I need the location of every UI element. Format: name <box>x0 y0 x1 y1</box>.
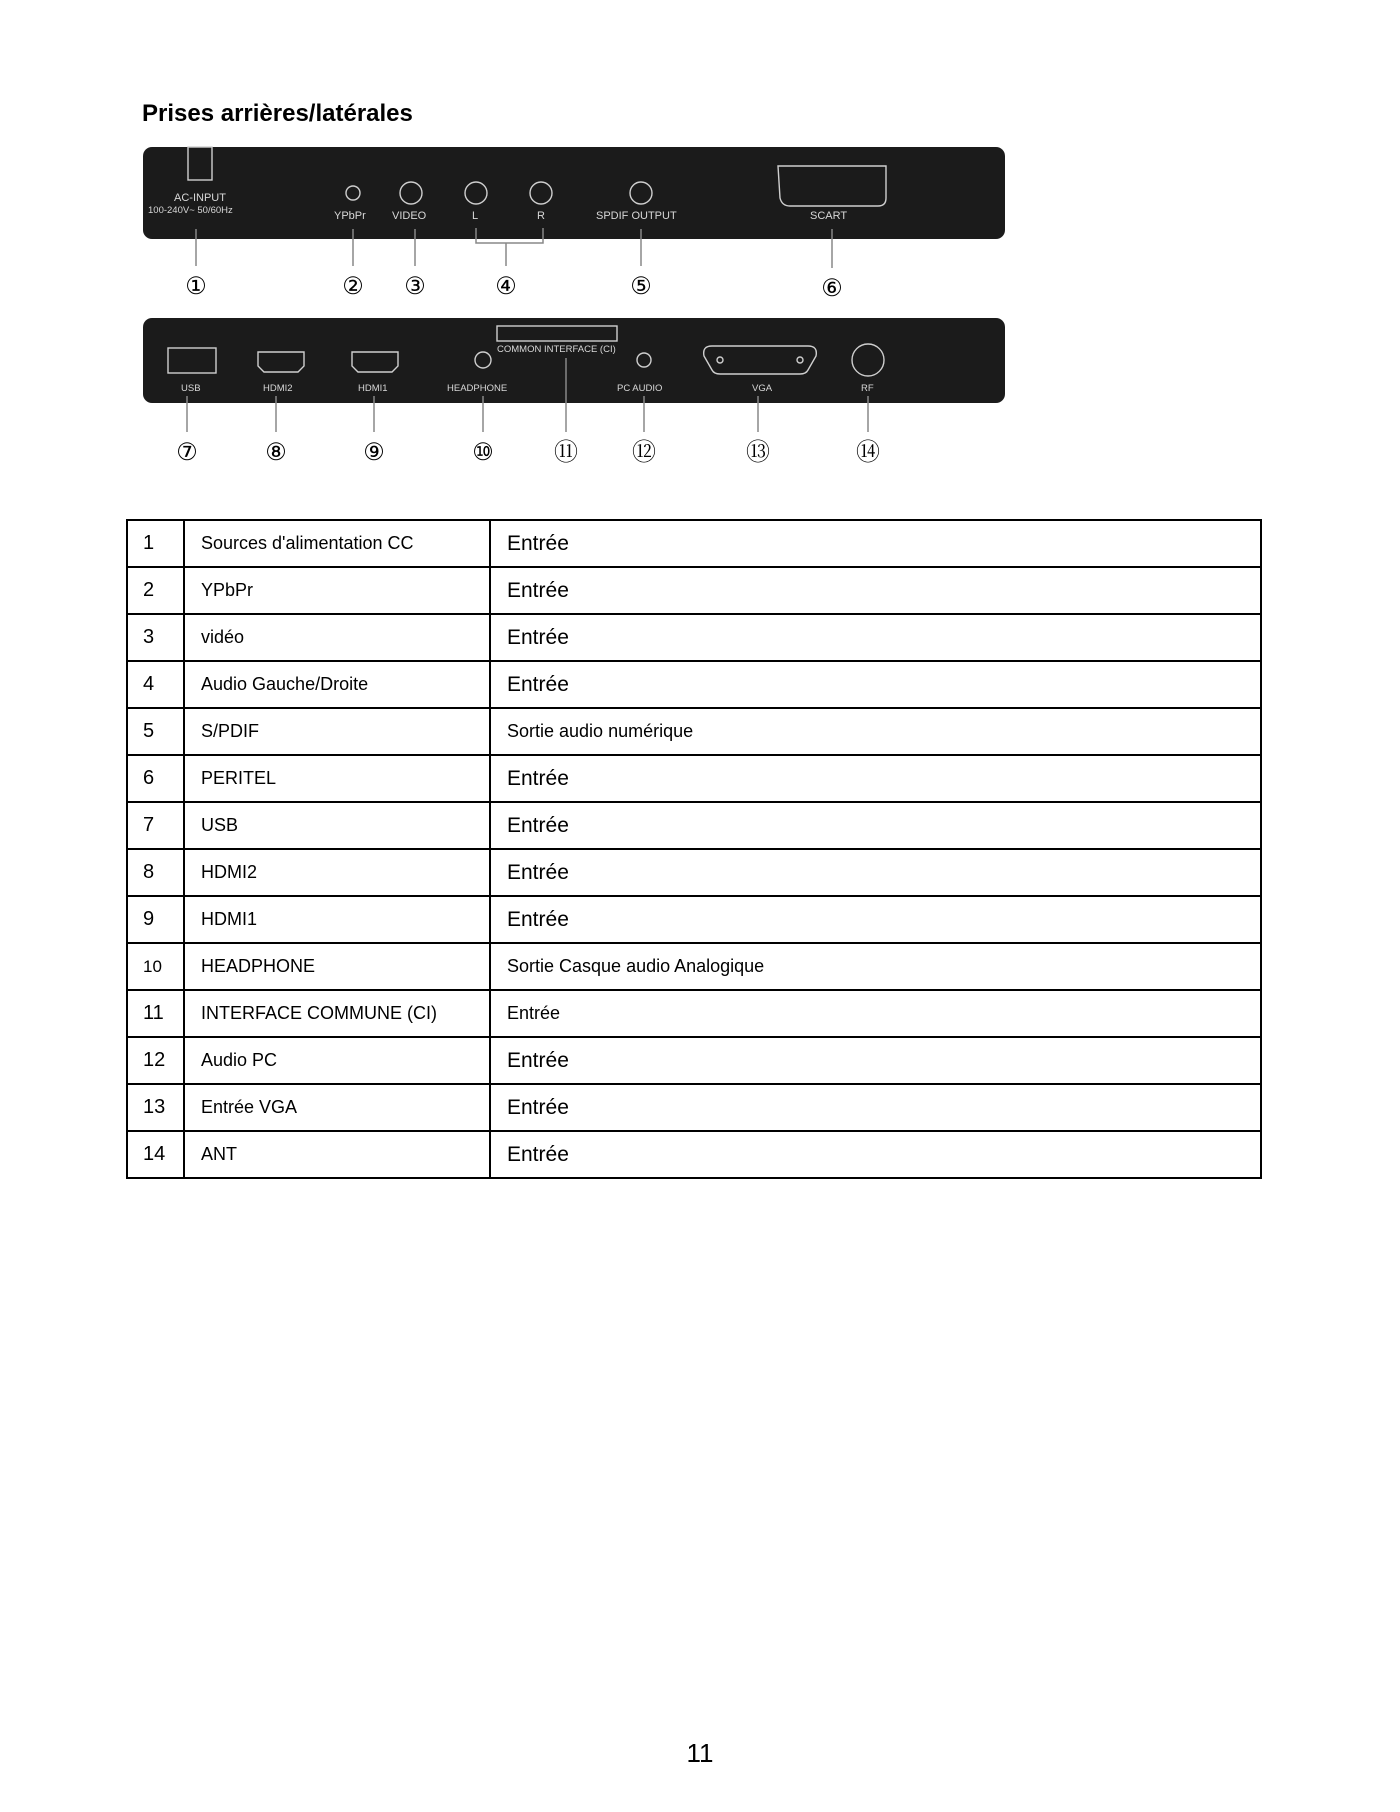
connector-name: S/PDIF <box>184 708 490 755</box>
table-row <box>127 708 1261 755</box>
vga-label: VGA <box>752 383 773 394</box>
callout-9: ⑨ <box>363 439 385 466</box>
connector-name: PERITEL <box>184 755 490 802</box>
row-number: 2 <box>127 567 184 614</box>
connector-description: Sortie Casque audio Analogique <box>490 943 1261 990</box>
table-row <box>127 661 1261 708</box>
row-number: 7 <box>127 802 184 849</box>
table-row <box>127 1084 1261 1131</box>
rf-label: RF <box>861 383 874 394</box>
connector-diagram <box>0 0 1400 480</box>
callout-13: ⑬ <box>746 439 770 466</box>
table-row <box>127 802 1261 849</box>
connector-description: Entrée <box>490 896 1261 943</box>
scart-label: SCART <box>810 210 848 222</box>
table-row <box>127 520 1261 567</box>
audio-right-label: R <box>537 210 545 222</box>
connector-description: Entrée <box>490 661 1261 708</box>
table-row <box>127 896 1261 943</box>
pc-audio-label: PC AUDIO <box>617 383 663 394</box>
table-row <box>127 1037 1261 1084</box>
audio-left-label: L <box>472 210 479 222</box>
bottom-callouts <box>176 439 880 466</box>
row-number: 1 <box>127 520 184 567</box>
bottom-panel <box>143 318 1005 403</box>
connector-description: Entrée <box>490 755 1261 802</box>
callout-12: ⑫ <box>632 439 656 466</box>
page-number: 11 <box>686 1738 714 1768</box>
callout-6: ⑥ <box>821 275 843 302</box>
callout-3: ③ <box>404 273 426 300</box>
connector-description: Entrée <box>490 520 1261 567</box>
connector-description: Entrée <box>490 1037 1261 1084</box>
row-number: 5 <box>127 708 184 755</box>
section-title: Prises arrières/latérales <box>142 100 413 127</box>
top-callouts <box>185 273 843 302</box>
spdif-label: SPDIF OUTPUT <box>596 210 677 222</box>
connector-name: HDMI2 <box>184 849 490 896</box>
video-label: VIDEO <box>392 210 427 222</box>
table-row <box>127 614 1261 661</box>
row-number: 14 <box>127 1131 184 1178</box>
row-number: 8 <box>127 849 184 896</box>
ac-spec-label: 100-240V~ 50/60Hz <box>148 205 233 216</box>
table-row <box>127 1131 1261 1178</box>
connector-name: HEADPHONE <box>184 943 490 990</box>
table-row <box>127 567 1261 614</box>
ci-label: COMMON INTERFACE (CI) <box>497 344 616 355</box>
callout-5: ⑤ <box>630 273 652 300</box>
table-row <box>127 755 1261 802</box>
callout-1: ① <box>185 273 207 300</box>
connector-description: Entrée <box>490 990 1261 1037</box>
connector-description: Entrée <box>490 567 1261 614</box>
table-row <box>127 849 1261 896</box>
ports-table-body <box>127 520 1261 1178</box>
connector-name: vidéo <box>184 614 490 661</box>
connector-name: ANT <box>184 1131 490 1178</box>
ypbpr-label: YPbPr <box>334 210 366 222</box>
callout-2: ② <box>342 273 364 300</box>
callout-7: ⑦ <box>176 439 198 466</box>
connector-description: Entrée <box>490 614 1261 661</box>
connector-description: Entrée <box>490 802 1261 849</box>
row-number: 6 <box>127 755 184 802</box>
row-number: 10 <box>127 943 184 990</box>
row-number: 4 <box>127 661 184 708</box>
callout-14: ⑭ <box>856 439 880 466</box>
callout-11: ⑪ <box>554 439 578 466</box>
connector-description: Entrée <box>490 1131 1261 1178</box>
callout-10: ⑩ <box>472 439 494 466</box>
connector-description: Entrée <box>490 849 1261 896</box>
row-number: 13 <box>127 1084 184 1131</box>
hdmi2-label: HDMI2 <box>263 383 293 394</box>
top-panel <box>143 147 1005 239</box>
connector-name: USB <box>184 802 490 849</box>
connector-name: HDMI1 <box>184 896 490 943</box>
connector-name: Sources d'alimentation CC <box>184 520 490 567</box>
connector-name: Audio Gauche/Droite <box>184 661 490 708</box>
connector-description: Entrée <box>490 1084 1261 1131</box>
connector-name: Audio PC <box>184 1037 490 1084</box>
row-number: 11 <box>127 990 184 1037</box>
top-panel-body <box>143 147 1005 239</box>
callout-8: ⑧ <box>265 439 287 466</box>
table-row <box>127 990 1261 1037</box>
callout-4: ④ <box>495 273 517 300</box>
connector-name: INTERFACE COMMUNE (CI) <box>184 990 490 1037</box>
table-row <box>127 943 1261 990</box>
ac-input-label: AC-INPUT <box>174 192 226 204</box>
connector-name: Entrée VGA <box>184 1084 490 1131</box>
connector-description: Sortie audio numérique <box>490 708 1261 755</box>
connector-name: YPbPr <box>184 567 490 614</box>
headphone-label: HEADPHONE <box>447 383 508 394</box>
hdmi1-label: HDMI1 <box>358 383 388 394</box>
row-number: 12 <box>127 1037 184 1084</box>
row-number: 9 <box>127 896 184 943</box>
row-number: 3 <box>127 614 184 661</box>
ports-table <box>126 519 1262 1179</box>
usb-label: USB <box>181 383 201 394</box>
